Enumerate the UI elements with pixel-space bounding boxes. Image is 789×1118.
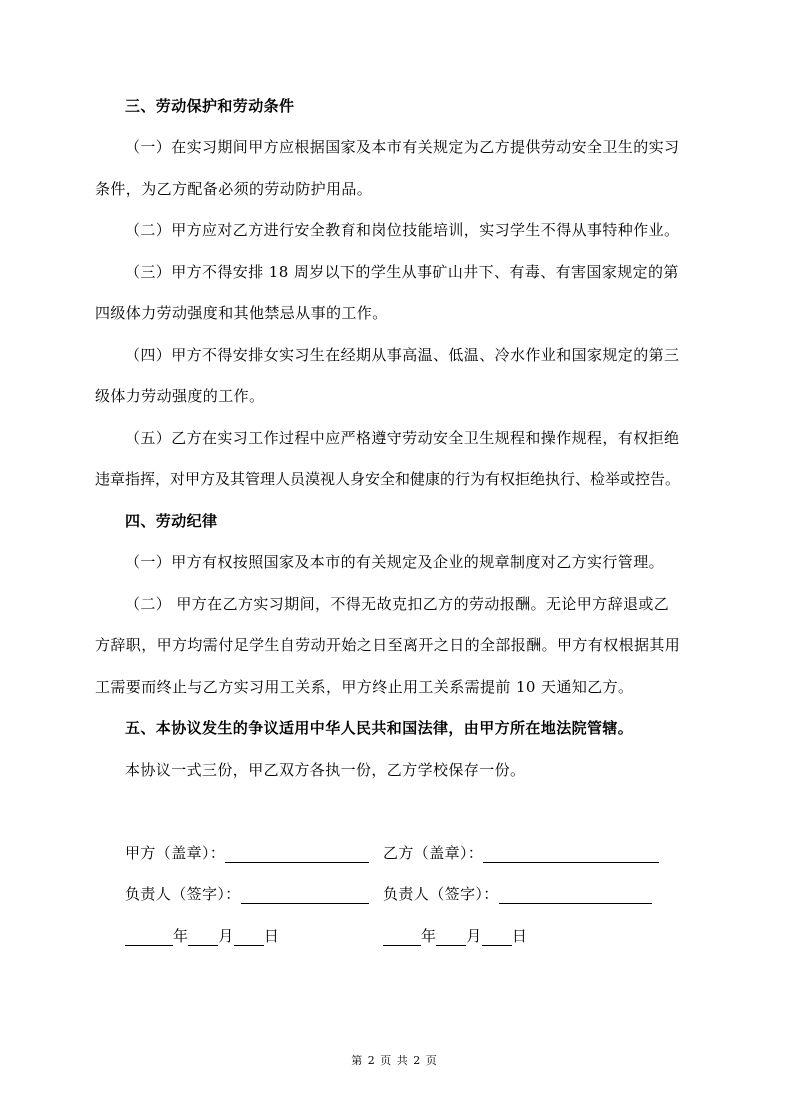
section-4-para-2-line-1: （二） 甲方在乙方实习期间，不得无故克扣乙方的劳动报酬。无论甲方辞退或乙	[125, 595, 670, 613]
date-b-month-line[interactable]	[436, 931, 466, 946]
responsible-a-line[interactable]	[241, 889, 369, 904]
date-b-year-label: 年	[421, 927, 437, 945]
section-4-title: 四、劳动纪律	[125, 512, 218, 530]
party-a-seal-row	[125, 843, 369, 863]
date-a-row	[125, 926, 279, 946]
party-b-seal-line[interactable]	[483, 848, 659, 863]
section-3-para-4-line-2: 级体力劳动强度的工作。	[95, 387, 265, 405]
date-a-day-line[interactable]	[234, 931, 264, 946]
date-a-month-line[interactable]	[188, 931, 218, 946]
party-a-seal-line[interactable]	[225, 848, 369, 863]
section-3-para-5-line-1: （五）乙方在实习工作过程中应严格遵守劳动安全卫生规程和操作规程，有权拒绝	[125, 429, 680, 447]
date-a-year-line[interactable]	[125, 931, 173, 946]
date-b-year-line[interactable]	[383, 931, 421, 946]
section-4-para-1: （一）甲方有权按照国家及本市的有关规定及企业的规章制度对乙方实行管理。	[125, 553, 665, 571]
date-b-day-line[interactable]	[482, 931, 512, 946]
page-footer: 第 2 页 共 2 页	[351, 1054, 438, 1067]
responsible-b-row	[383, 884, 652, 904]
date-b-day-label: 日	[511, 927, 528, 945]
responsible-a-label: 负责人（签字）：	[125, 885, 241, 903]
section-4-para-2-line-2: 方辞职，甲方均需付足学生自劳动开始之日至离开之日的全部报酬。甲方有权根据其用	[95, 636, 681, 654]
section-3-title: 三、劳动保护和劳动条件	[125, 97, 295, 115]
section-3-para-4-line-1: （四）甲方不得安排女实习生在经期从事高温、低温、冷水作业和国家规定的第三	[125, 346, 680, 364]
party-a-seal-label: 甲方（盖章）：	[125, 844, 226, 862]
copies-statement: 本协议一式三份，甲乙双方各执一份，乙方学校保存一份。	[125, 761, 526, 779]
date-a-month-label: 月	[218, 927, 234, 945]
date-b-row	[383, 926, 527, 946]
section-3-para-3-line-2: 四级体力劳动强度和其他禁忌从事的工作。	[95, 304, 388, 322]
section-3-para-5-line-2: 违章指挥，对甲方及其管理人员漠视人身安全和健康的行为有权拒绝执行、检举或控告。	[95, 470, 681, 488]
date-a-year-label: 年	[173, 927, 189, 945]
party-b-seal-label: 乙方（盖章）：	[383, 844, 484, 862]
responsible-b-line[interactable]	[499, 889, 652, 904]
section-4-para-2-line-3: 工需要而终止与乙方实习用工关系，甲方终止用工关系需提前 10 天通知乙方。	[95, 678, 634, 696]
section-3-para-1-line-1: （一）在实习期间甲方应根据国家及本市有关规定为乙方提供劳动安全卫生的实习	[125, 138, 680, 156]
section-3-para-3-line-1: （三）甲方不得安排 18 周岁以下的学生从事矿山井下、有毒、有害国家规定的第	[125, 263, 679, 281]
section-3-para-2: （二）甲方应对乙方进行安全教育和岗位技能培训，实习学生不得从事特种作业。	[125, 221, 680, 239]
responsible-a-row	[125, 884, 369, 904]
responsible-b-label: 负责人（签字）：	[383, 885, 499, 903]
section-5-title: 五、本协议发生的争议适用中华人民共和国法律，由甲方所在地法院管辖。	[125, 719, 634, 737]
date-b-month-label: 月	[466, 927, 482, 945]
date-a-day-label: 日	[263, 927, 280, 945]
party-b-seal-row	[383, 843, 659, 863]
section-3-para-1-line-2: 条件，为乙方配备必须的劳动防护用品。	[95, 180, 373, 198]
